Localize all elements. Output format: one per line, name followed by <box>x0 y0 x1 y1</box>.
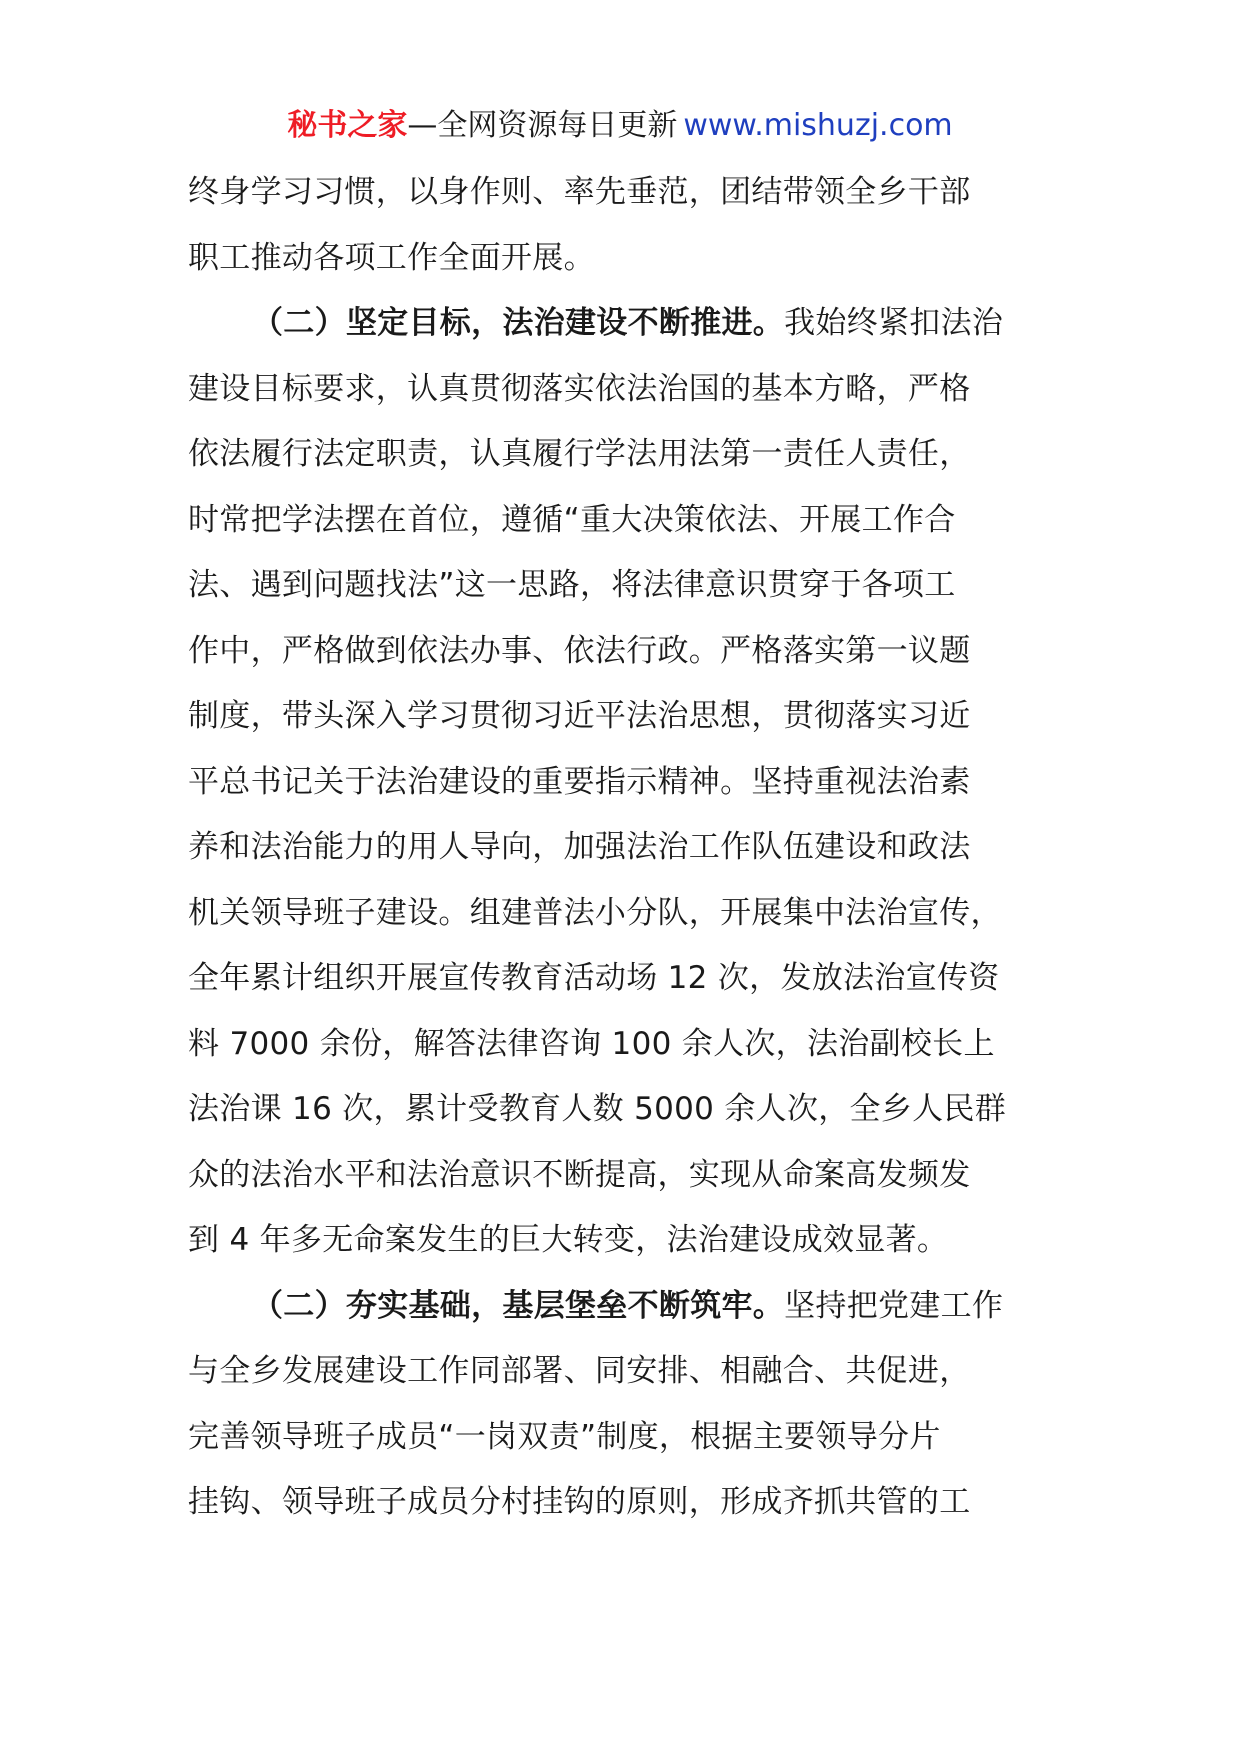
paragraph-line: 时常把学法摆在首位，遵循“重大决策依法、开展工作合 <box>188 501 956 538</box>
section-heading: （二）夯实基础，基层堡垒不断筑牢。 <box>252 1287 785 1324</box>
site-brand: 秘书之家 <box>287 108 408 143</box>
paragraph-1 <box>188 160 1068 291</box>
paragraph-line: 到 4 年多无命案发生的巨大转变，法治建设成效显著。 <box>188 1222 949 1258</box>
paragraph-line: 法、遇到问题找法”这一思路，将法律意识贯穿于各项工 <box>188 567 956 603</box>
paragraph-line: 完善领导班子成员“一岗双责”制度，根据主要领导分片 <box>188 1418 941 1455</box>
paragraph-line: 众的法治水平和法治意识不断提高，实现从命案高发频发 <box>188 1156 971 1193</box>
paragraph-line: 作中，严格做到依法办事、依法行政。严格落实第一议题 <box>188 632 971 669</box>
paragraph-2 <box>188 291 1068 1274</box>
paragraph-line: 养和法治能力的用人导向，加强法治工作队伍建设和政法 <box>188 829 971 865</box>
paragraph-line: 法治课 16 次，累计受教育人数 5000 余人次，全乡人民群 <box>188 1091 1007 1127</box>
site-tagline: —全网资源每日更新 <box>407 108 678 143</box>
paragraph-line: 料 7000 余份，解答法律咨询 100 余人次，法治副校长上 <box>188 1025 995 1062</box>
paragraph-first-line <box>188 1274 1068 1340</box>
paragraph-text: 我始终紧扣法治 <box>784 305 1004 341</box>
paragraph-line: 职工推动各项工作全面开展。 <box>188 239 595 276</box>
paragraph-line: 与全乡发展建设工作同部署、同安排、相融合、共促进， <box>188 1353 971 1389</box>
site-url-link[interactable]: www.mishuzj.com <box>683 108 953 143</box>
page-header <box>0 104 1240 148</box>
paragraph-line: 制度，带头深入学习贯彻习近平法治思想，贯彻落实习近 <box>188 698 971 734</box>
paragraph-line: 依法履行法定职责，认真履行学法用法第一责任人责任， <box>188 436 971 472</box>
paragraph-line: 全年累计组织开展宣传教育活动场 12 次，发放法治宣传资 <box>188 960 1000 996</box>
paragraph-line: 机关领导班子建设。组建普法小分队，开展集中法治宣传， <box>188 894 1002 931</box>
paragraph-3 <box>188 1274 1068 1536</box>
paragraph-line: 建设目标要求，认真贯彻落实依法治国的基本方略，严格 <box>188 370 971 407</box>
paragraph-line: 终身学习习惯，以身作则、率先垂范，团结带领全乡干部 <box>188 174 971 210</box>
section-heading: （二）坚定目标，法治建设不断推进。 <box>252 305 785 341</box>
paragraph-first-line <box>188 291 1068 357</box>
paragraph-line: 挂钩、领导班子成员分村挂钩的原则，形成齐抓共管的工 <box>188 1484 971 1520</box>
document-body <box>188 160 1068 1536</box>
paragraph-text: 坚持把党建工作 <box>784 1287 1004 1324</box>
paragraph-line: 平总书记关于法治建设的重要指示精神。坚持重视法治素 <box>188 763 971 800</box>
